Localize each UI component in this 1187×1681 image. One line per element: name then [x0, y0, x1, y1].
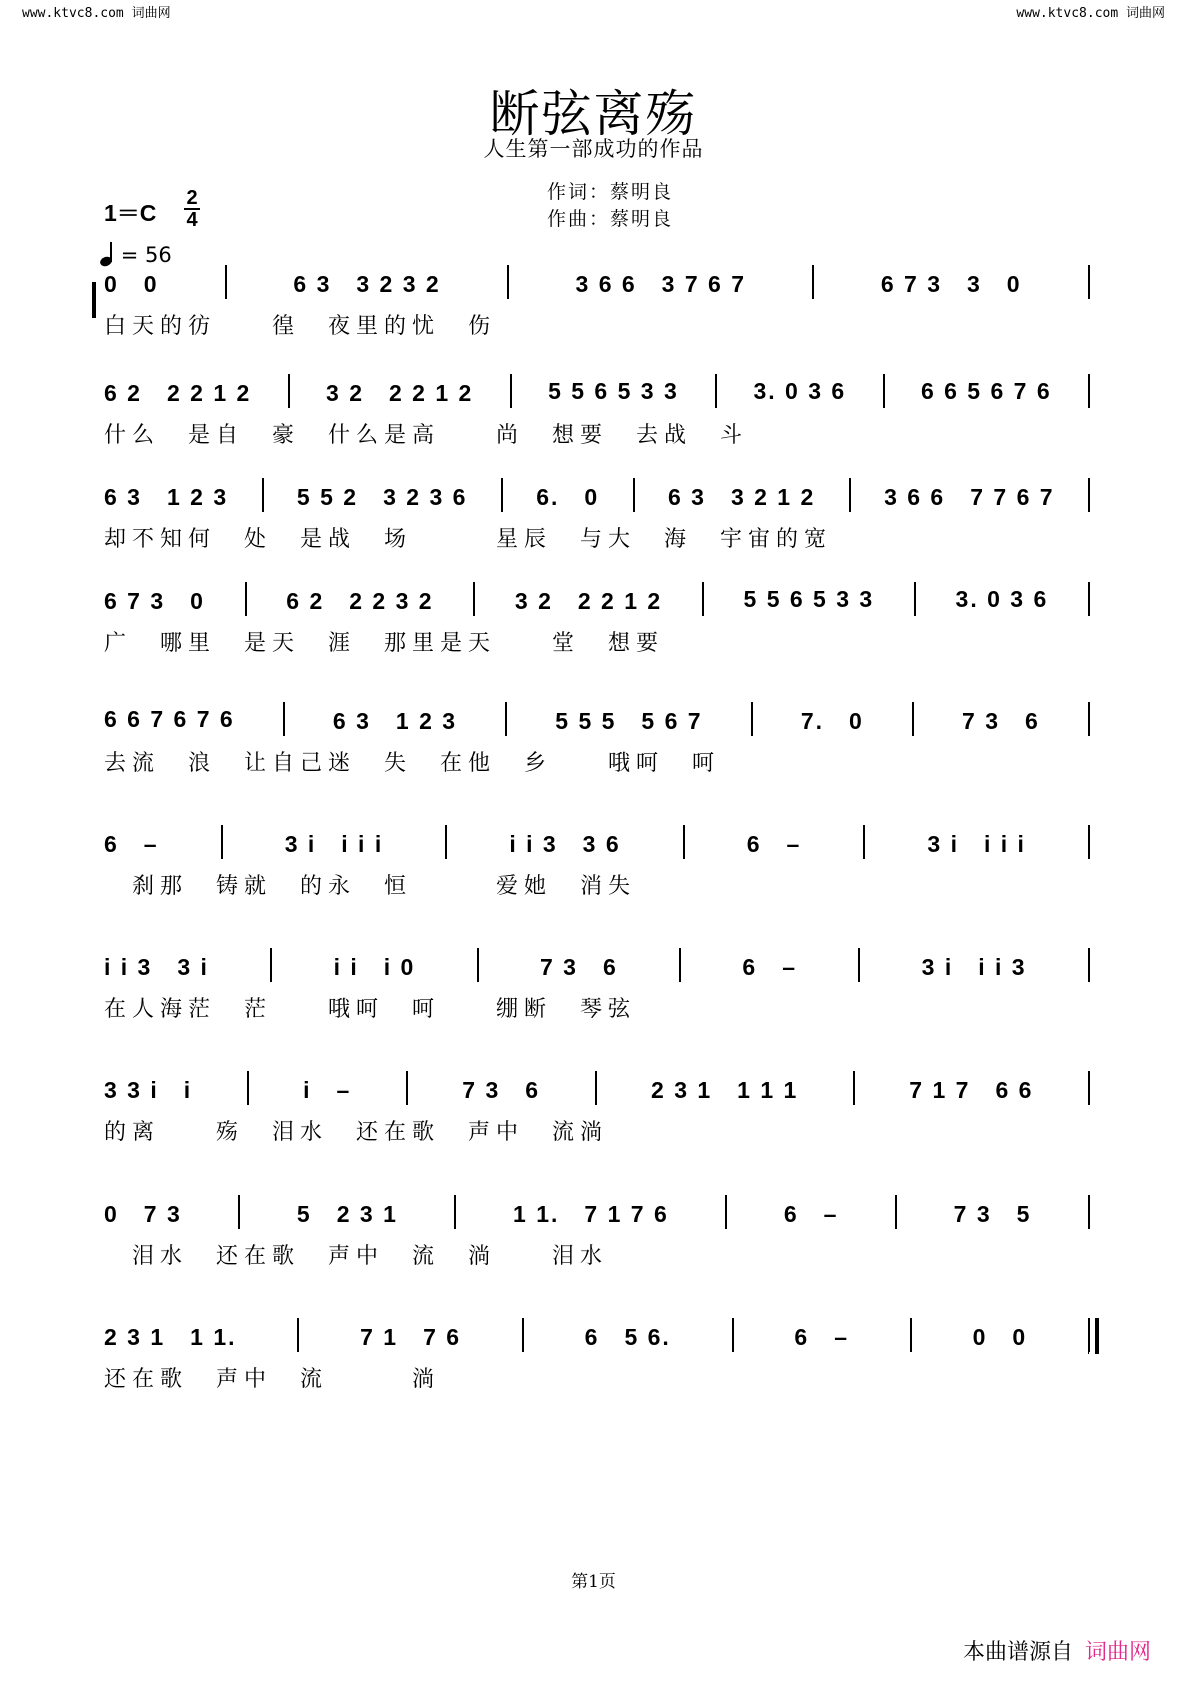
measure: 6. 0 — [536, 483, 600, 510]
measure: 6 3 1 2 3 — [332, 707, 458, 734]
barline — [849, 478, 851, 512]
measure: i i 3 3 i — [104, 953, 209, 980]
source-label: 本曲谱源自 — [962, 1640, 1073, 1665]
lyrics-line: 泪水 还在歌 声中 流 淌 泪水 — [104, 1244, 609, 1269]
measure: 6 3 3 2 1 2 — [667, 483, 816, 510]
lyrics-line: 刹那 铸就 的永 恒 爱她 消失 — [104, 874, 637, 899]
notation-line — [104, 582, 1096, 616]
measure: i i i 0 — [333, 953, 416, 980]
song-title: 断弦离殇 — [489, 85, 698, 143]
notation-line — [104, 1195, 1096, 1229]
barline — [715, 374, 717, 408]
measure: 6 6 7 6 7 6 — [104, 705, 235, 732]
measure: 0 7 3 — [104, 1200, 182, 1227]
barline — [679, 948, 681, 982]
measure: 3 6 6 3 7 6 7 — [575, 270, 747, 297]
header-left-url: www.ktvc8.com 词曲网 — [22, 6, 171, 21]
repeat-start-barline — [92, 282, 102, 318]
barline — [1088, 1195, 1090, 1229]
measure: 6 – — [746, 830, 802, 857]
barline — [288, 374, 290, 408]
barline — [1088, 1071, 1090, 1105]
time-bottom: 4 — [186, 209, 198, 231]
measure: 6 6 5 6 7 6 — [920, 377, 1052, 404]
barline — [595, 1071, 597, 1105]
lyrics-line: 广 哪里 是天 涯 那里是天 堂 想要 — [104, 631, 665, 656]
barline — [247, 1071, 249, 1105]
notation-line — [104, 1071, 1096, 1105]
quarter-note-icon — [100, 244, 114, 266]
barline — [751, 702, 753, 736]
barline — [1088, 825, 1090, 859]
measure: 3 i i i i — [927, 830, 1026, 857]
measure: 6 3 1 2 3 — [104, 483, 229, 510]
measure: 3 2 2 2 1 2 — [326, 379, 474, 406]
time-top: 2 — [186, 187, 198, 209]
barline — [297, 1318, 299, 1352]
lyrics-line: 什么 是自 豪 什么是高 尚 想要 去战 斗 — [104, 423, 749, 448]
barline — [812, 265, 814, 299]
barline — [1088, 265, 1090, 299]
measure: 3. 0 3 6 — [753, 377, 847, 404]
barline — [725, 1195, 727, 1229]
measure: i i 3 3 6 — [509, 830, 621, 857]
lyrics-line: 却不知何 处 是战 场 星辰 与大 海 宇宙的宽 — [104, 527, 833, 552]
page-number: 第1页 — [571, 1572, 616, 1592]
barline — [225, 265, 227, 299]
barline — [914, 582, 916, 616]
barline — [507, 265, 509, 299]
measure: 5 5 6 5 3 3 — [743, 585, 875, 612]
song-subtitle: 人生第一部成功的作品 — [483, 137, 704, 161]
measure: 0 0 — [104, 270, 159, 297]
notation-line — [104, 702, 1096, 736]
key-signature: 1＝C — [104, 200, 157, 226]
barline — [895, 1195, 897, 1229]
header-right-url: www.ktvc8.com 词曲网 — [1016, 6, 1165, 21]
lyrics-line: 去流 浪 让自己迷 失 在他 乡 哦呵 呵 — [104, 751, 721, 776]
barline — [863, 825, 865, 859]
measure: 1 1. 7 1 7 6 — [513, 1200, 669, 1227]
measure: 6 – — [104, 830, 159, 857]
lyrics-line: 在人海茫 茫 哦呵 呵 绷断 琴弦 — [104, 997, 637, 1022]
lyrics-line: 的离 殇 泪水 还在歌 声中 流淌 — [104, 1120, 609, 1145]
measure: 3 i i i 3 — [921, 953, 1027, 980]
measure: 3 6 6 7 7 6 7 — [884, 483, 1055, 510]
measure: 3 i i i i — [284, 830, 384, 857]
measure: 7 1 7 6 6 — [909, 1076, 1034, 1103]
measure: 7 3 6 — [962, 707, 1040, 734]
notation-line — [104, 374, 1096, 408]
measure: 6 7 3 3 0 — [880, 270, 1022, 297]
barline — [477, 948, 479, 982]
barline — [910, 1318, 912, 1352]
barline — [883, 374, 885, 408]
barline — [1088, 478, 1090, 512]
barline — [283, 702, 285, 736]
barline — [510, 374, 512, 408]
measure: 7 3 5 — [953, 1200, 1032, 1227]
measure: 6 – — [742, 953, 798, 980]
source-brand: 词曲网 — [1084, 1640, 1151, 1665]
barline — [1088, 948, 1090, 982]
measure: 7 3 6 — [462, 1076, 541, 1103]
measure: 2 3 1 1 1 1 — [651, 1076, 799, 1103]
barline — [1088, 582, 1090, 616]
measure: 2 3 1 1 1. — [104, 1323, 237, 1350]
measure: 6 – — [783, 1200, 839, 1227]
lyrics-line: 白天的彷 徨 夜里的忧 伤 — [104, 314, 497, 339]
measure: 7 3 6 — [540, 953, 618, 980]
measure: 7 1 7 6 — [360, 1323, 462, 1350]
lyricist: 作词：蔡明良 — [547, 181, 674, 203]
measure: 3 3 i i — [104, 1076, 193, 1103]
final-barline — [1088, 1318, 1099, 1354]
barline — [262, 478, 264, 512]
measure: 6 7 3 0 — [104, 587, 205, 614]
notation-line — [104, 478, 1096, 512]
measure: i – — [303, 1076, 352, 1103]
barline — [270, 948, 272, 982]
barline — [633, 478, 635, 512]
tempo-marking — [100, 243, 172, 267]
notation-line — [104, 825, 1096, 859]
barline — [445, 825, 447, 859]
barline — [702, 582, 704, 616]
barline — [454, 1195, 456, 1229]
barline — [238, 1195, 240, 1229]
measure: 3. 0 3 6 — [955, 585, 1049, 612]
tempo-value: = 56 — [120, 243, 172, 267]
notation-line — [104, 1318, 1096, 1352]
measure: 6 5 6. — [584, 1323, 671, 1350]
notation-line — [104, 265, 1096, 299]
barline — [221, 825, 223, 859]
barline — [245, 582, 247, 616]
source-credit — [963, 1635, 1151, 1666]
composer: 作曲：蔡明良 — [547, 208, 674, 230]
measure: 6 2 2 2 3 2 — [286, 587, 434, 614]
barline — [501, 478, 503, 512]
barline — [858, 948, 860, 982]
lyrics-line: 还在歌 声中 流 淌 — [104, 1367, 441, 1392]
barline — [473, 582, 475, 616]
time-signature — [184, 188, 200, 230]
barline — [1088, 702, 1090, 736]
notation-line — [104, 948, 1096, 982]
measure: 6 3 3 2 3 2 — [293, 270, 441, 297]
barline — [406, 1071, 408, 1105]
barline — [912, 702, 914, 736]
measure: 5 2 3 1 — [296, 1200, 398, 1227]
barline — [1088, 374, 1090, 408]
barline — [505, 702, 507, 736]
barline — [683, 825, 685, 859]
barline — [522, 1318, 524, 1352]
barline — [853, 1071, 855, 1105]
measure: 3 2 2 2 1 2 — [514, 587, 663, 614]
measure: 0 0 — [972, 1323, 1028, 1350]
measure: 7. 0 — [800, 707, 864, 734]
barline — [732, 1318, 734, 1352]
measure: 6 – — [794, 1323, 850, 1350]
measure: 5 5 2 3 2 3 6 — [296, 483, 468, 510]
measure: 5 5 6 5 3 3 — [548, 377, 679, 404]
measure: 6 2 2 2 1 2 — [104, 379, 252, 406]
measure: 5 5 5 5 6 7 — [555, 707, 703, 734]
